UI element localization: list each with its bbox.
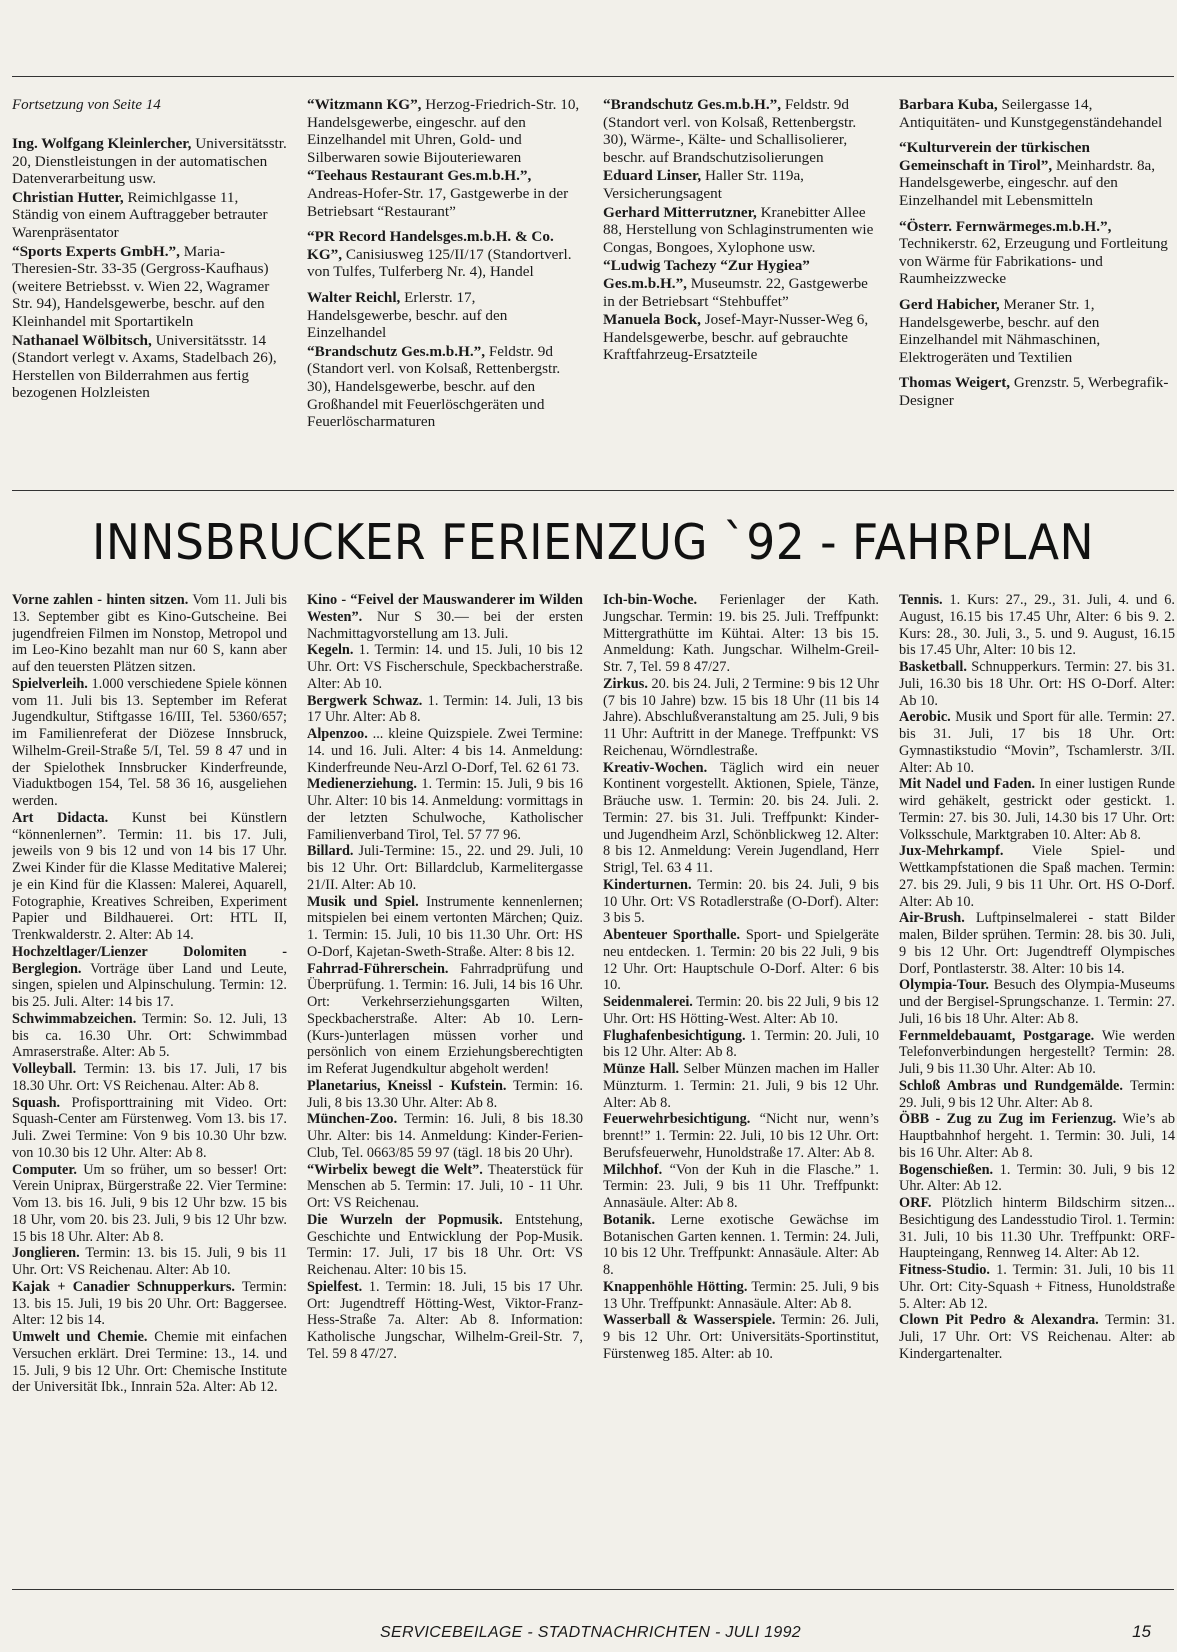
registry-entry: Manuela Bock, Josef-Mayr-Nusser-Weg 6, Handelsgewerbe, beschr. auf gebrauchte Kraftfahrzeug-Ersatzteile	[603, 311, 869, 364]
registry-entry: “Ludwig Tachezy “Zur Hygiea” Ges.m.b.H.”, Museumstr. 22, Gastgewerbe in der Betriebsart “Stehbuffet”	[603, 257, 868, 310]
registry-entry: Christian Hutter, Reimichlgasse 11, Ständig von einem Auftraggeber betrauter Warenpräsentator	[12, 188, 268, 241]
schedule-entry: Alpenzoo. ... kleine Quizspiele. Zwei Termine: 14. und 16. Juli. Alter: 4 bis 14. Anmeldung: Kinderfreunde Neu-Arzl O-Dorf, Tel. 62 61 73.	[307, 726, 583, 776]
schedule-entry: Jux-Mehrkampf. Viele Spiel- und Wettkampfstationen die Spaß machen. Termin: 27. bis 29. Juli, 9 bis 11 Uhr. Ort. HS O-Dorf. Alter: Ab 10.	[899, 843, 1175, 910]
schedule-entry: Aerobic. Musik und Sport für alle. Termin: 27. bis 31. Juli, 17 bis 18 Uhr. Ort: Gymnastikstudio “Movin”, Tschamlerstr. 3/II. Alter: Ab 10.	[899, 709, 1175, 776]
registry-entry: Gerd Habicher, Meraner Str. 1, Handelsgewerbe, beschr. auf den Einzelhandel mit Nähmaschinen, Elektrogeräten und Textilien	[899, 295, 1101, 366]
schedule-entry: Computer. Um so früher, um so besser! Ort: Verein Uniprax, Bürgerstraße 22. Vier Termine: Vom 13. bis 16. Juli, 9 bis 12 Uhr bzw. 15 bis 18 Uhr, vom 20. bis 23. Juli, 9 bis 12 Uhr bzw. 15 bis 18 Uhr. Alter: Ab 8.	[12, 1161, 287, 1245]
schedule-entry: Fitness-Studio. 1. Termin: 31. Juli, 10 bis 11 Uhr. Ort: City-Squash + Fitness, Hunoldstraße 5. Alter: Ab 12.	[899, 1262, 1175, 1312]
top-rule	[12, 76, 1174, 77]
schedule-entry: Kreativ-Wochen. Täglich wird ein neuer Kontinent vorgestellt. Aktionen, Spiele, Tänze, Bräuche usw. 1. Termin: 20. bis 24. Juli. 2. Termin: 27. bis 31. Juli. Treffpunkt: Kinder- und Jugendheim Arzl, Schönblickweg 12. Alter: 8 bis 12. Anmeldung: Verein Jugendland, Herr Strigl, Tel. 63 4 11.	[603, 759, 879, 876]
schedule-entry: Bogenschießen. 1. Termin: 30. Juli, 9 bis 12 Uhr. Alter: Ab 12.	[899, 1161, 1175, 1195]
schedule-entry: Medienerziehung. 1. Termin: 15. Juli, 9 bis 16 Uhr. Alter: 10 bis 14. Anmeldung: vormittags in der letzten Schulwoche, Katholischer Familienverband Tirol, Tel. 57 77 96.	[307, 776, 583, 843]
schedule-column-4	[899, 592, 1175, 1584]
schedule-entry: Hochzeltlager/Lienzer Dolomiten - Berglegion. Vorträge über Land und Leute, singen, spielen und Alpinschulung. Termin: 12. bis 25. Juli. Alter: 14 bis 17.	[12, 943, 287, 1010]
section-rule	[12, 490, 1174, 491]
schedule-entry: Mit Nadel und Faden. In einer lustigen Runde wird gehäkelt, gestrickt oder gestickt. 1. Termin: 27. bis 30. Juli, 14.30 bis 17 Uhr. Ort: Volksschule, Marktgraben 10. Alter: Ab 8.	[899, 776, 1175, 843]
ferienzug-schedule-section	[12, 592, 1174, 1584]
schedule-entry: Vorne zahlen - hinten sitzen. Vom 11. Juli bis 13. September gibt es Kino-Gutscheine. Bei jugendfreien Filmen im Nonstop, Metropol und im Leo-Kino bezahlt man nur 60 S, kann aber auf den teuersten Plätzen sitzen.	[12, 592, 287, 675]
schedule-entry: Bergwerk Schwaz. 1. Termin: 14. Juli, 13 bis 17 Uhr. Alter: Ab 8.	[307, 692, 583, 726]
schedule-entry: Münze Hall. Selber Münzen machen im Haller Münzturm. 1. Termin: 21. Juli, 9 bis 12 Uhr. Alter: Ab 8.	[603, 1061, 879, 1111]
schedule-column-1	[12, 592, 287, 1584]
schedule-entry: Clown Pit Pedro & Alexandra. Termin: 31. Juli, 17 Uhr. Ort: VS Reichenau. Alter: ab Kindergartenalter.	[899, 1312, 1175, 1362]
schedule-entry: Kajak + Canadier Schnupperkurs. Termin: 13. bis 15. Juli, 19 bis 20 Uhr. Ort: Baggersee. Alter: 12 bis 14.	[12, 1278, 287, 1329]
registry-entry: “PR Record Handelsges.m.b.H. & Co. KG”, Canisiusweg 125/II/17 (Standortverl. von Tulfes, Tulferberg Nr. 4), Handel	[307, 228, 572, 281]
schedule-entry: Kinderturnen. Termin: 20. bis 24. Juli, 9 bis 10 Uhr. Ort: VS Rotadlerstraße (O-Dorf). Alter: 3 bis 5.	[603, 876, 879, 927]
schedule-entry: Knappenhöhle Hötting. Termin: 25. Juli, 9 bis 13 Uhr. Treffpunkt: Annasäule. Alter: Ab 8.	[603, 1278, 879, 1312]
schedule-entry: Kino - “Feivel der Mauswanderer im Wilden Westen”. Nur S 30.— bei der ersten Nachmittagvorstellung am 13. Juli.	[307, 592, 583, 642]
registry-entry: “Brandschutz Ges.m.b.H.”, Feldstr. 9d (Standort verl. von Kolsaß, Rettenbergstr. 30), Handelsgewerbe, beschr. auf den Großhandel mit Feuerlöschgeräten und Feuerlöscharmaturen	[307, 342, 561, 431]
schedule-entry: Musik und Spiel. Instrumente kennenlernen; mitspielen bei einem vertonten Märchen; Quiz. 1. Termin: 15. Juli, 10 bis 11.30 Uhr. Ort: HS O-Dorf, Kajetan-Sweth-Straße. Alter: 8 bis 12.	[307, 893, 583, 960]
schedule-entry: Abenteuer Sporthalle. Sport- und Spielgeräte neu entdecken. 1. Termin: 20 bis 22 Juli, 9 bis 12 Uhr. Ort: Hauptschule O-Dorf. Alter: 6 bis 10.	[603, 927, 879, 994]
schedule-entry: Air-Brush. Luftpinselmalerei - statt Bilder malen, Bilder sprühen. Termin: 28. bis 30. Juli, 9 bis 12 Uhr. Ort: Jugendtreff Olympisches Dorf, Pontlasterstr. 38. Alter: 10 bis 14.	[899, 910, 1175, 977]
schedule-column-3	[603, 592, 879, 1584]
footer-rule	[12, 1589, 1174, 1590]
schedule-entry: Basketball. Schnupperkurs. Termin: 27. bis 31. Juli, 16.30 bis 18 Uhr. Ort: HS O-Dorf. Alter: Ab 10.	[899, 659, 1175, 709]
schedule-entry: ÖBB - Zug zu Zug im Ferienzug. Wie’s ab Hauptbahnhof hergeht. 1. Termin: 30. Juli, 14 bis 16 Uhr. Alter: Ab 8.	[899, 1111, 1175, 1161]
schedule-entry: Zirkus. 20. bis 24. Juli, 2 Termine: 9 bis 12 Uhr (7 bis 10 Jahre) bzw. 15 bis 18 Uhr (11 bis 14 Jahre). Abschlußveranstaltung am 25. Juli, 9 bis 11 Uhr: Auftritt in der Manege. Treffpunkt: VS Reichenau, Wörndlestraße.	[603, 675, 879, 759]
registry-entry: “Kulturverein der türkischen Gemeinschaft in Tirol”, Meinhardstr. 8a, Handelsgewerbe, eingeschr. auf den Einzelhandel mit Lebensmitteln	[899, 139, 1156, 209]
schedule-entry: Umwelt und Chemie. Chemie mit einfachen Versuchen erklärt. Drei Termine: 13., 14. und 15. Juli, 9 bis 12 Uhr. Ort: Chemische Institute der Universität Ibk., Innrain 52a. Alter: Ab 12.	[12, 1329, 287, 1396]
schedule-entry: Wasserball & Wasserspiele. Termin: 26. Juli, 9 bis 12 Uhr. Ort: Universitäts-Sportinstitut, Fürstenweg 185. Alter: ab 10.	[603, 1312, 879, 1362]
registry-entry: Gerhard Mitterrutzner, Kranebitter Allee 88, Herstellung von Schlaginstrumenten wie Congas, Bongoes, Xylophone usw.	[603, 203, 874, 256]
schedule-entry: ORF. Plötzlich hinterm Bildschirm sitzen... Besichtigung des Landesstudio Tirol. 1. Termin: 31. Juli, 10 bis 11.30 Uhr. Treffpunkt: ORF-Haupteingang, Rennweg 14. Alter: Ab 12.	[899, 1195, 1175, 1262]
registry-entry: “Brandschutz Ges.m.b.H.”, Feldstr. 9d (Standort verl. von Kolsaß, Rettenbergstr. 30), Wärme-, Kälte- und Schallisolierer, beschr. auf Brandschutzisolierungen	[603, 96, 857, 166]
registry-entry: Barbara Kuba, Seilergasse 14, Antiquitäten- und Kunstgegenständehandel	[899, 96, 1163, 131]
registry-entry: “Österr. Fernwärmeges.m.b.H.”, Technikerstr. 62, Erzeugung und Fortleitung von Wärme für Fabrikations- und Raumheizzwecke	[899, 217, 1168, 288]
schedule-entry: Schloß Ambras und Rundgemälde. Termin: 29. Juli, 9 bis 12 Uhr. Alter: Ab 8.	[899, 1077, 1175, 1111]
continuation-note: Fortsetzung von Seite 14	[12, 97, 161, 113]
schedule-column-2	[307, 592, 583, 1584]
schedule-entry: Billard. Juli-Termine: 15., 22. und 29. Juli, 10 bis 12 Uhr. Ort: Billardclub, Karmelitergasse 21/II. Alter: Ab 10.	[307, 843, 583, 893]
registry-column-3	[603, 96, 879, 476]
schedule-entry: Feuerwehrbesichtigung. “Nicht nur, wenn’s brennt!” 1. Termin: 22. Juli, 10 bis 12 Uhr. Ort: Berufsfeuerwehr, Hunoldstraße 17. Alter: Ab 8.	[603, 1111, 879, 1161]
registry-entry: Thomas Weigert, Grenzstr. 5, Werbegrafik-Designer	[899, 374, 1169, 409]
footer-publication-label: SERVICEBEILAGE - STADTNACHRICHTEN - JULI 1992	[380, 1624, 802, 1641]
schedule-entry: Tennis. 1. Kurs: 27., 29., 31. Juli, 4. und 6. August, 16.15 bis 17.45 Uhr, Alter: 6 bis 9. 2. Kurs: 28., 30. Juli, 3., 5. und 9. August, 16.15 bis 17.45 Uhr, Alter: 10 bis 12.	[899, 592, 1175, 659]
registry-column-2	[307, 96, 583, 476]
schedule-entry: Flughafenbesichtigung. 1. Termin: 20. Juli, 10 bis 12 Uhr. Alter: Ab 8.	[603, 1027, 879, 1061]
schedule-entry: Schwimmabzeichen. Termin: So. 12. Juli, 13 bis ca. 16.30 Uhr. Ort: Schwimmbad Amraserstraße. Alter: Ab 5.	[12, 1010, 287, 1061]
registry-entry: “Witzmann KG”, Herzog-Friedrich-Str. 10, Handelsgewerbe, eingeschr. auf den Einzelhandel mit Uhren, Gold- und Silberwaren sowie Bijouteriewaren	[307, 96, 580, 166]
schedule-entry: Die Wurzeln der Popmusik. Entstehung, Geschichte und Entwicklung der Pop-Musik. Termin: 17. Juli, 17 bis 18 Uhr. Ort: VS Reichenau. Alter: 10 bis 15.	[307, 1211, 583, 1278]
schedule-entry: Planetarius, Kneissl - Kufstein. Termin: 16. Juli, 8 bis 13.30 Uhr. Alter: Ab 8.	[307, 1077, 583, 1111]
registry-column-1	[12, 96, 287, 476]
registry-entry: Nathanael Wölbitsch, Universitätsstr. 14 (Standort verlegt v. Axams, Stadelbach 26), Herstellen von Bilderrahmen aus fertig bezogenen Holzleisten	[12, 331, 277, 402]
registry-entry: “Teehaus Restaurant Ges.m.b.H.”, Andreas-Hofer-Str. 17, Gastgewerbe in der Betriebsart “Restaurant”	[307, 167, 569, 220]
schedule-entry: Botanik. Lerne exotische Gewächse im Botanischen Garten kennen. 1. Termin: 24. Juli, 10 bis 12 Uhr. Treffpunkt: Annasäule. Alter: Ab 8.	[603, 1211, 879, 1278]
page-number: 15	[1132, 1622, 1151, 1641]
schedule-entry: Volleyball. Termin: 13. bis 17. Juli, 17 bis 18.30 Uhr. Ort: VS Reichenau. Alter: Ab 8.	[12, 1061, 287, 1094]
schedule-entry: Jonglieren. Termin: 13. bis 15. Juli, 9 bis 11 Uhr. Ort: VS Reichenau. Alter: Ab 10.	[12, 1245, 287, 1278]
business-registry-section	[12, 96, 1174, 476]
schedule-entry: Fahrrad-Führerschein. Fahrradprüfung und Überprüfung. 1. Termin: 16. Juli, 14 bis 16 Uhr. Ort: Verkehrserziehungsgarten Wilten, Speckbacherstraße. Alter: Ab 10. Lern- (Kurs-)unterlagen müssen vorher und persönlich von einem Erziehungsberechtigten im Referat Jugendkultur abgeholt werden!	[307, 960, 583, 1077]
schedule-entry: Art Didacta. Kunst bei Künstlern “könnenlernen”. Termin: 11. bis 17. Juli, jeweils von 9 bis 12 und von 14 bis 17 Uhr. Zwei Kinder für die Klasse Meditative Malerei; je ein Kind für die Klassen: Malerei, Aquarell, Fotographie, Kreatives Schreiben, Experiment Papier und Bildhauerei. Ort: HTL II, Trenkwalderstr. 2. Alter: Ab 14.	[12, 809, 287, 943]
page-headline: INNSBRUCKER FERIENZUG `92 - FAHRPLAN	[91, 514, 1095, 571]
schedule-entry: München-Zoo. Termin: 16. Juli, 8 bis 18.30 Uhr. Alter: bis 14. Anmeldung: Kinder-Ferien-Club, Tel. 0663/85 59 97 (tägl. 18 bis 20 Uhr).	[307, 1111, 583, 1161]
schedule-entry: Spielverleih. 1.000 verschiedene Spiele können vom 11. Juli bis 13. September im Referat Jugendkultur, Stiftgasse 16/III, Tel. 5360/657; im Familienreferat der Diözese Innsbruck, Wilhelm-Greil-Straße 5/I, Tel. 59 8 47 und in der Spielothek Innsbrucker Kinderfreunde, Viaduktbogen 154, Tel. 58 36 16, ausgeliehen werden.	[12, 675, 287, 809]
schedule-entry: Ich-bin-Woche. Ferienlager der Kath. Jungschar. Termin: 19. bis 25. Juli. Treffpunkt: Mittergrathütte im Kühtai. Alter: 13 bis 15. Anmeldung: Kath. Jungschar. Wilhelm-Greil-Str. 7, Tel. 59 8 47/27.	[603, 592, 879, 675]
schedule-entry: Milchhof. “Von der Kuh in die Flasche.” 1. Termin: 23. Juli, 9 bis 11 Uhr. Treffpunkt: Annasäule. Alter: Ab 8.	[603, 1161, 879, 1211]
schedule-entry: Fernmeldebauamt, Postgarage. Wie werden Telefonverbindungen hergestellt? Termin: 28. Juli, 9 bis 11.30 Uhr. Alter: Ab 10.	[899, 1027, 1175, 1077]
schedule-entry: Spielfest. 1. Termin: 18. Juli, 15 bis 17 Uhr. Ort: Jugendtreff Hötting-West, Viktor-Franz-Hess-Straße 7a. Alter: Ab 8. Information: Katholische Jungschar, Wilhelm-Greil-Str. 7, Tel. 59 8 47/27.	[307, 1278, 583, 1362]
schedule-entry: “Wirbelix bewegt die Welt”. Theaterstück für Menschen ab 5. Termin: 17. Juli, 10 - 11 Uhr. Ort: VS Reichenau.	[307, 1161, 583, 1211]
registry-entry: Walter Reichl, Erlerstr. 17, Handelsgewerbe, beschr. auf den Einzelhandel	[307, 288, 508, 342]
schedule-entry: Olympia-Tour. Besuch des Olympia-Museums und der Bergisel-Sprungschanze. 1. Termin: 27. Juli, 16 bis 18 Uhr. Alter: Ab 8.	[899, 977, 1175, 1027]
registry-entry: Ing. Wolfgang Kleinlercher, Universitätsstr. 20, Dienstleistungen in der automatischen Datenverarbeitung usw.	[12, 135, 287, 188]
registry-column-4	[899, 96, 1175, 476]
schedule-entry: Kegeln. 1. Termin: 14. und 15. Juli, 10 bis 12 Uhr. Ort: VS Fischerschule, Speckbacherstraße. Alter: Ab 10.	[307, 642, 583, 692]
schedule-entry: Squash. Profisporttraining mit Video. Ort: Squash-Center am Fürstenweg. Vom 13. bis 17. Juli. Zwei Termine: Von 9 bis 10.30 Uhr bzw. von 10.30 bis 12 Uhr. Alter: Ab 8.	[12, 1094, 287, 1161]
registry-entry: Eduard Linser, Haller Str. 119a, Versicherungsagent	[603, 167, 804, 202]
registry-entry: “Sports Experts GmbH.”, Maria-Theresien-Str. 33-35 (Gergross-Kaufhaus) (weitere Betriebsst. v. Wien 22, Wagramer Str. 94), Handelsgewerbe, beschr. auf den Kleinhandel mit Sportartikeln	[12, 242, 270, 330]
schedule-entry: Seidenmalerei. Termin: 20. bis 22 Juli, 9 bis 12 Uhr. Ort: HS Hötting-West. Alter: Ab 10.	[603, 994, 879, 1027]
